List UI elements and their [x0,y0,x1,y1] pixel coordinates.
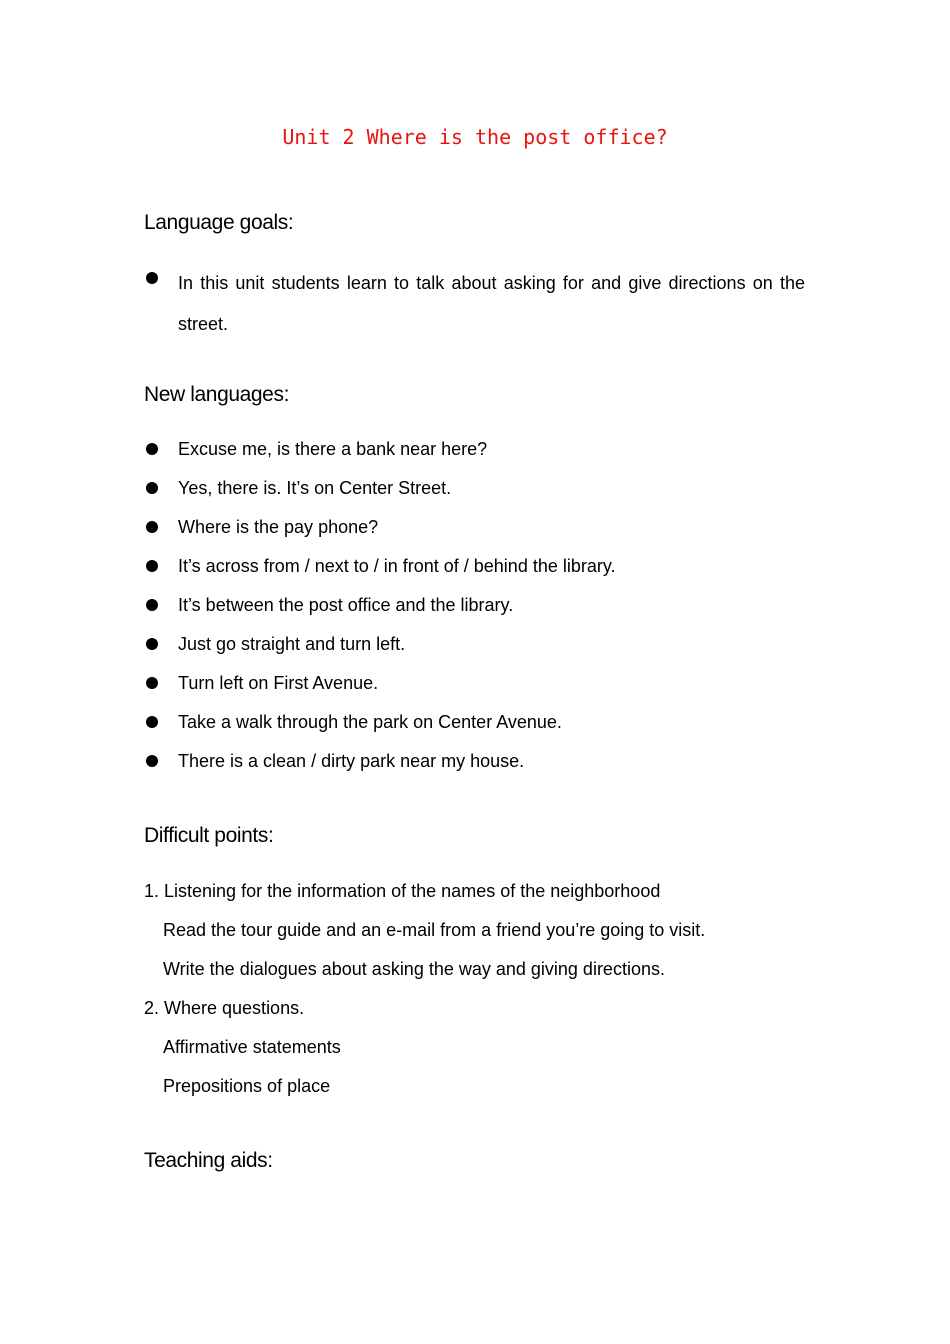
list-item-text: Yes, there is. It’s on Center Street. [178,478,452,498]
list-item-text: There is a clean / dirty park near my house. [178,751,525,771]
list-item-text: Turn left on First Avenue. [178,673,379,693]
bullet-dot-icon [146,482,158,494]
bullet-dot-icon [146,755,158,767]
difficult-point-1: 1. Listening for the information of the names of the neighborhood [144,881,661,901]
heading-teaching-aids: Teaching aids: [144,1149,273,1172]
heading-new-languages: New languages: [144,383,289,406]
list-item-text: Excuse me, is there a bank near here? [178,439,488,459]
difficult-point-2-detail: Affirmative statements [163,1037,341,1057]
page-title: Unit 2 Where is the post office? [282,125,668,149]
bullet-dot-icon [146,638,158,650]
difficult-point-2-detail: Prepositions of place [163,1076,331,1096]
language-goal-text: In this unit students learn to talk about asking for and give directions on the street. [178,273,805,334]
bullet-dot-icon [146,272,158,284]
heading-difficult-points: Difficult points: [144,824,274,847]
list-item-text: It’s across from / next to / in front of / behind the library. [178,556,616,576]
bullet-dot-icon [146,677,158,689]
bullet-dot-icon [146,560,158,572]
difficult-point-2: 2. Where questions. [144,998,305,1018]
bullet-dot-icon [146,443,158,455]
list-item-text: Just go straight and turn left. [178,634,406,654]
list-item-text: It’s between the post office and the library. [178,595,514,615]
list-item-text: Take a walk through the park on Center Avenue. [178,712,562,732]
bullet-dot-icon [146,599,158,611]
difficult-point-1-detail: Read the tour guide and an e-mail from a friend you’re going to visit. [163,920,706,940]
difficult-point-1-detail: Write the dialogues about asking the way and giving directions. [163,959,665,979]
bullet-dot-icon [146,716,158,728]
list-item-text: Where is the pay phone? [178,517,379,537]
heading-language-goals: Language goals: [144,211,294,234]
bullet-dot-icon [146,521,158,533]
